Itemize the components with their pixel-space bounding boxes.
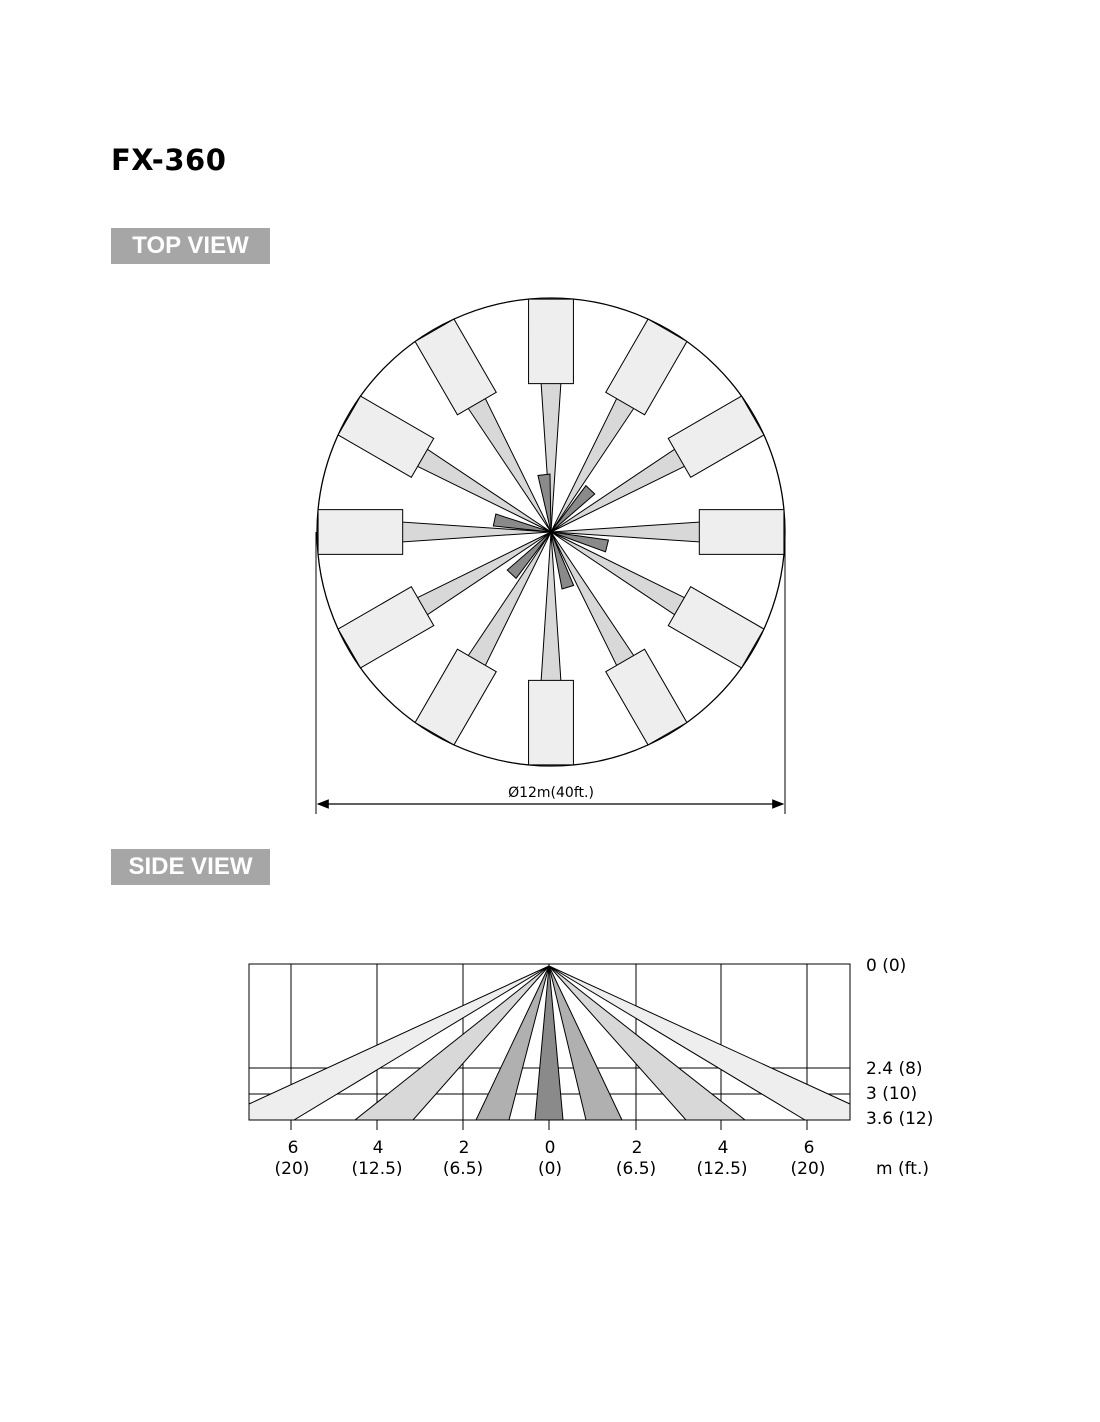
- outer-detection-zone: [529, 680, 574, 765]
- unit-label: m (ft.): [876, 1159, 929, 1179]
- x-tick-label-m: 0: [544, 1138, 556, 1158]
- outer-detection-zone: [699, 510, 784, 555]
- x-tick-label-ft: (20): [790, 1159, 826, 1179]
- y-tick-label: 2.4 (8): [866, 1059, 923, 1079]
- y-tick-label: 0 (0): [866, 956, 907, 976]
- x-tick-label-m: 4: [372, 1138, 384, 1158]
- x-tick-label-ft: (0): [537, 1159, 563, 1179]
- x-tick-label-ft: (20): [274, 1159, 310, 1179]
- y-axis-labels: [866, 956, 933, 1129]
- side-view-label: SIDE VIEW: [111, 849, 270, 885]
- x-axis-labels: [275, 1138, 826, 1179]
- outer-detection-zone: [318, 510, 403, 555]
- outer-detection-zone: [529, 299, 574, 384]
- y-tick-label: 3.6 (12): [866, 1109, 934, 1129]
- side-view-diagram: [249, 956, 933, 1179]
- x-tick-label-ft: (12.5): [696, 1159, 748, 1179]
- x-tick-label-ft: (6.5): [442, 1159, 484, 1179]
- x-tick-label-m: 6: [803, 1138, 815, 1158]
- top-view-diagram: [316, 298, 785, 814]
- x-tick-label-ft: (6.5): [615, 1159, 657, 1179]
- x-tick-label-m: 6: [287, 1138, 299, 1158]
- x-tick-label-m: 4: [717, 1138, 729, 1158]
- model-title: FX-360: [111, 143, 227, 177]
- y-tick-label: 3 (10): [866, 1084, 918, 1104]
- x-axis-ticks: [291, 1120, 807, 1130]
- diameter-label: Ø12m(40ft.): [508, 785, 594, 801]
- top-view-label: TOP VIEW: [111, 228, 270, 264]
- x-tick-label-m: 2: [458, 1138, 470, 1158]
- x-tick-label-m: 2: [631, 1138, 643, 1158]
- x-tick-label-ft: (12.5): [351, 1159, 403, 1179]
